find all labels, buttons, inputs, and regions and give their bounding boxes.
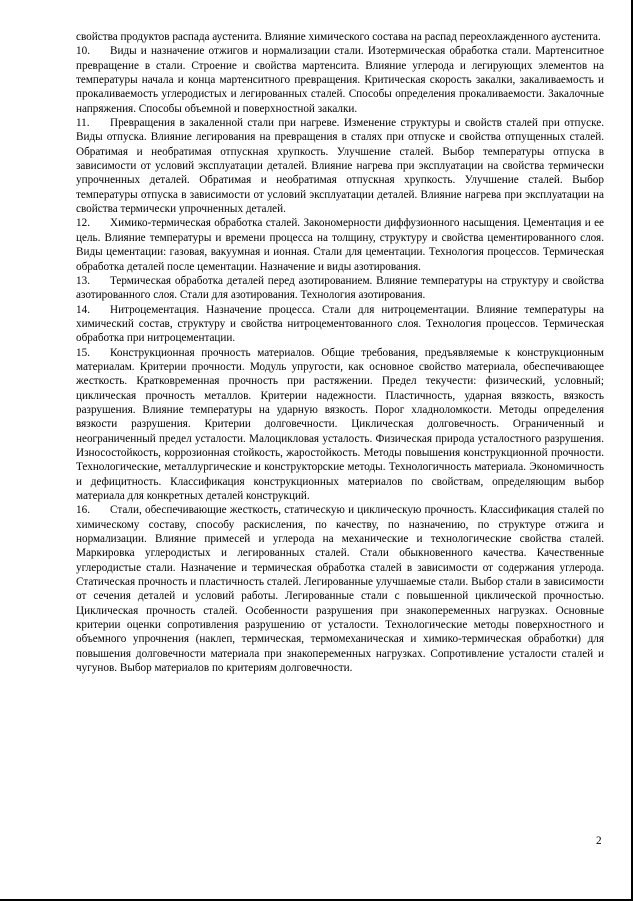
item-text: Термическая обработка деталей перед азотированием. Влияние температуры на структуру и свойства азотированного слоя. Стали для азотирования. Технология азотирования. (76, 274, 604, 302)
list-item-13 (76, 274, 604, 303)
item-text: Виды и назначение отжигов и нормализации стали. Изотермическая обработка стали. Мартенситное превращение в стали. Строение и свойства мартенсита. Влияние углерода и легирующих элементов на температуры начала и конца мартенситного превращения. Критическая скорость закалки, закаливаемость и прокаливаемость углеродистых и легированных сталей. Способы определения прокаливаемости. Закалочные напряжения. Способы объемной и поверхностной закалки. (76, 45, 604, 115)
item-text: Превращения в закаленной стали при нагреве. Изменение структуры и свойств сталей при отпуске. Виды отпуска. Влияние легирования на превращения в сталях при отпуске и свойства отпущенных сталей. Обратимая и необратимая отпускная хрупкость. Улучшение сталей. Выбор температуры отпуска в зависимости от условий эксплуатации деталей. Влияние нагрева при эксплуатации на свойства термически упрочненных деталей. Обратимая и необратимая отпускная хрупкость. Улучшение сталей. Выбор температуры отпуска в зависимости от условий эксплуатации деталей. Влияние нагрева при эксплуатации на свойства термически упрочненных деталей. (76, 117, 604, 216)
page-number: 2 (596, 835, 602, 847)
item-number: 15. (76, 346, 90, 359)
document-body (76, 30, 604, 675)
item-number: 13. (76, 274, 90, 287)
item-number: 14. (76, 303, 90, 316)
item-number: 10. (76, 45, 90, 58)
intro-paragraph: свойства продуктов распада аустенита. Влияние химического состава на распад переохлажденного аустенита. (76, 31, 601, 43)
list-item-16 (76, 503, 604, 675)
list-item-15 (76, 346, 604, 504)
item-number: 16. (76, 504, 90, 517)
item-text: Стали, обеспечивающие жесткость, статическую и циклическую прочность. Классификация сталей по химическому составу, способу раскисления, по качеству, по назначению, по структуре отжига и нормализации. Влияние примесей и углерода на механические и технологические свойства сталей. Маркировка углеродистых и легированных сталей. Стали обыкновенного качества. Качественные углеродистые стали. Назначение и термическая обработка сталей в зависимости от содержания углерода. Статическая прочность и пластичность сталей. Легированные улучшаемые стали. Выбор стали в зависимости от сечения деталей и условий работы. Легированные стали с повышенной циклической прочностью. Циклическая прочность сталей. Особенности разрушения при знакопеременных нагрузках. Основные критерии оценки сопротивления разрушению от усталости. Технологические методы поверхностного и объемного упрочнения (наклеп, термическая, термомеханическая и химико-термическая обработки) для повышения долговечности материала при знакопеременных нагрузках. Сопротивление усталости сталей и чугунов. Выбор материалов по критериям долговечности. (76, 504, 604, 675)
list-item-14 (76, 303, 604, 346)
list-item-12 (76, 216, 604, 273)
item-text: Нитроцементация. Назначение процесса. Стали для нитроцементации. Влияние температуры на химический состав, структуру и свойства нитроцементованного слоя. Технология процессов. Термическая обработка при нитроцементации. (76, 303, 604, 345)
item-number: 11. (76, 117, 90, 130)
list-item-10 (76, 44, 604, 116)
item-text: Конструкционная прочность материалов. Общие требования, предъявляемые к конструкционным материалам. Критерии прочности. Модуль упругости, как основное свойство материала, обеспечивающее жесткость. Кратковременная прочность при растяжении. Предел текучести: физический, условный; циклическая прочность металлов. Критерии надежности. Пластичность, ударная вязкость, вязкость разрушения. Влияние температуры на ударную вязкость. Порог хладноломкости. Методы определения вязкости разрушения. Критерии долговечности. Циклическая долговечность. Ограниченный и неограниченный предел усталости. Малоцикловая усталость. Физическая природа усталостного разрушения. Износостойкость, коррозионная стойкость, жаростойкость. Методы повышения конструкционной прочности. Технологические, металлургические и конструкторские методы. Технологичность материала. Экономичность и дефицитность. Классификация конструкционных материалов по свойствам, определяющим выбор материала для конкретных деталей конструкций. (76, 346, 604, 502)
item-number: 12. (76, 217, 90, 230)
item-text: Химико-термическая обработка сталей. Закономерности диффузионного насыщения. Цементация и ее цель. Влияние температуры и времени процесса на толщину, структуру и свойства цементированного слоя. Виды цементации: газовая, вакуумная и ионная. Стали для цементации. Технология процессов. Термическая обработка деталей после цементации. Назначение и виды азотирования. (76, 217, 604, 273)
list-item-11 (76, 116, 604, 216)
